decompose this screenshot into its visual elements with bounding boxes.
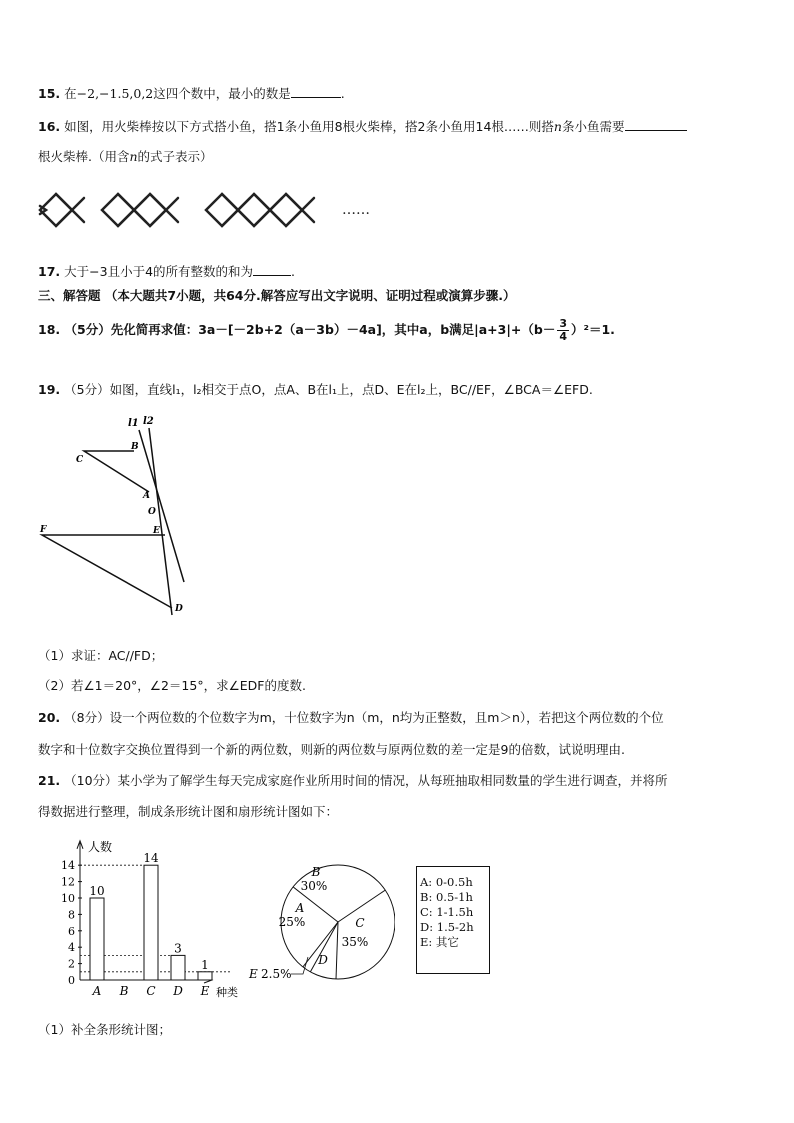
section-heading: 三、解答题 （本大题共7小题，共64分.解答应写出文字说明、证明过程或演算步骤.） [38,288,516,303]
line-l1 [139,430,184,582]
bar-value-label: 1 [201,957,209,972]
question-text: 这四个数中，最小的数是 [153,86,291,101]
question-21-line2: 得数据进行整理，制成条形统计图和扇形统计图如下： [38,804,339,819]
point-b-label: B [131,442,139,452]
y-tick-label: 0 [68,974,75,987]
question-text: 如图，用火柴棒按以下方式搭小鱼，搭1条小鱼用8根火柴棒，搭2条小鱼用14根……则搭 [64,119,554,134]
pie-chart [245,862,395,992]
line-l2 [149,428,172,615]
point-c-label: C [76,455,84,465]
bar-value-label: 10 [89,884,105,898]
svg-text:l1: l1 [128,418,139,429]
pie-pct-E: 2.5% [261,967,292,981]
pie-label-E: E [249,967,258,981]
triangle-abc [84,451,149,492]
y-tick-label: 2 [68,957,75,971]
question-number: 21. [38,773,61,788]
answer-blank [291,85,341,98]
pie-label-B: B [311,865,321,879]
pie-label-A: A [295,901,305,915]
question-text: （5分）先化简再求值：3a－[－2b+2（a－3b）－4a]，其中a，b满足|a+3|+（b－ [64,322,556,337]
answer-blank [625,118,687,131]
pie-label-D: D [318,953,328,967]
pie-label-C: C [355,916,365,930]
question-19-part2: （2）若∠1＝20°，∠2＝15°，求∠EDF的度数. [38,678,306,693]
question-text: 条小鱼需要 [561,119,625,134]
y-tick-label: 14 [61,859,75,873]
legend-item: D: 1.5-2h [420,920,474,934]
point-o-label: O [148,507,156,517]
legend-item: B: 0.5-1h [420,890,473,904]
svg-text:l2: l2 [143,416,154,427]
y-tick-label: 12 [61,875,75,889]
question-18 [38,318,615,343]
question-19-part1: （1）求证：AC//FD； [38,648,164,663]
question-21-part1: （1）补全条形统计图； [38,1022,171,1037]
legend-box [416,866,490,974]
y-tick-label: 4 [68,941,75,955]
question-text: 大于−3且小于4的所有整数的和为 [64,264,254,279]
ellipsis-dots: …… [342,202,370,218]
variable-n: n [129,149,138,164]
triangle-efd [42,535,172,608]
fish-figure [36,180,396,240]
question-20 [38,708,664,726]
y-tick-label: 10 [61,892,75,905]
y-tick-label: 8 [68,908,75,922]
question-text: （8分）设一个两位数的个位数字为m，十位数字为n（m，n均为正整数，且m＞n），若把这个两位数的个位 [64,710,664,725]
fish-group-3 [206,194,314,226]
question-text: 在 [64,86,77,101]
pie-pct-A: 25% [278,915,306,929]
question-number: 16. [38,119,61,134]
question-text: （5分）如图，直线l₁，l₂相交于点O，点A、B在l₁上，点D、E在l₂上，BC//EF，∠BCA＝∠EFD. [64,382,593,397]
fish-group-1 [40,194,84,226]
legend-item: A: 0-0.5h [420,875,473,889]
question-16-line2: 根火柴棒.（用含n的式子表示） [38,149,213,164]
question-text: （10分）某小学为了解学生每天完成家庭作业所用时间的情况，从每班抽取相同数量的学生进行调查，并将所 [64,773,668,788]
pie-pct-C: 35% [341,935,369,949]
bar-value-label: 3 [174,941,182,956]
point-a-label: A [143,491,150,501]
legend-item: E: 其它 [420,935,459,949]
number-list: −2,−1.5,0,2 [76,86,154,101]
bar-C [144,865,158,980]
question-number: 18. [38,322,61,337]
point-f-label: F [40,525,47,535]
question-number: 17. [38,264,61,279]
question-16 [38,117,687,135]
question-number: 19. [38,382,61,397]
question-text: ）²＝1. [571,322,615,337]
question-19 [38,380,593,398]
x-tick-label: D [173,984,183,998]
x-tick-label: B [119,984,129,998]
fish-group-2 [102,194,178,226]
question-20-line2: 数字和十位数字交换位置得到一个新的两位数，则新的两位数与原两位数的差一定是9的倍数，试说明理由. [38,742,625,757]
bar-A [90,898,104,980]
question-21 [38,771,668,789]
question-15: 15. 在−2,−1.5,0,2这四个数中，最小的数是 . [38,86,345,101]
bar-value-label: 14 [143,851,159,866]
bar-chart [50,838,260,1003]
question-number: 15. [38,86,61,101]
x-tick-label: E [200,984,210,998]
geometry-figure [36,410,206,625]
question-number: 20. [38,710,61,725]
bar-E [198,972,212,980]
variable-n: n [553,119,562,134]
x-axis-label: 种类 [216,986,238,999]
question-17: 17. 大于−3且小于4的所有整数的和为 . [38,264,296,279]
point-e-label: E [153,526,160,536]
x-tick-label: C [146,984,156,998]
bar-D [171,955,185,980]
answer-blank [253,263,291,276]
x-tick-label: A [92,984,102,998]
legend-item: C: 1-1.5h [420,905,474,919]
fraction: $\frac{3}{4}$ [559,317,567,343]
y-axis-label: 人数 [88,839,113,854]
point-d-label: D [175,604,183,614]
y-tick-label: 6 [68,924,75,938]
pie-pct-B: 30% [300,879,328,893]
